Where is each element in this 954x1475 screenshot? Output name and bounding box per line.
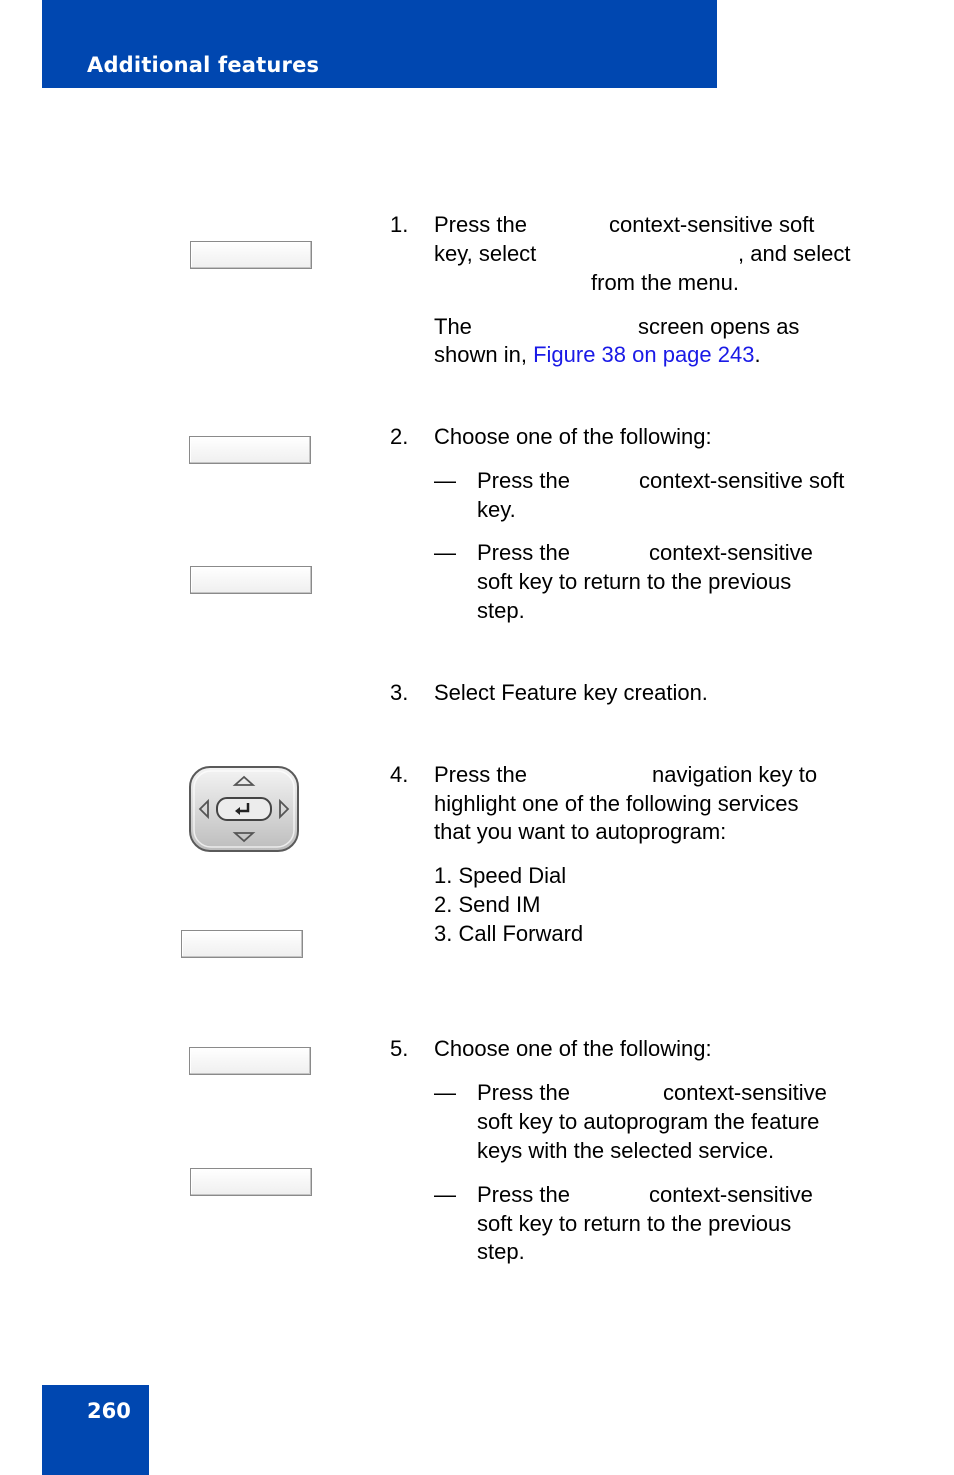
option-dash: — bbox=[434, 468, 456, 493]
option-dash: — bbox=[434, 1182, 456, 1207]
step-text: context-sensitive soft bbox=[609, 212, 815, 237]
step-text: Press the bbox=[434, 212, 527, 237]
option-dash: — bbox=[434, 540, 456, 565]
step-text: Choose one of the following: bbox=[434, 1036, 712, 1061]
option-text: key. bbox=[477, 497, 516, 522]
option-text: Press the bbox=[477, 540, 570, 565]
page-number-box bbox=[42, 1385, 149, 1475]
step-text: Press the bbox=[434, 762, 527, 787]
step-text: that you want to autoprogram: bbox=[434, 819, 727, 844]
note-period: . bbox=[754, 342, 761, 367]
softkey-icon bbox=[189, 436, 311, 464]
step-number: 4. bbox=[390, 762, 409, 787]
step-text: key, select bbox=[434, 241, 537, 266]
step-number: 2. bbox=[390, 424, 409, 449]
step-text: from the menu. bbox=[591, 270, 739, 295]
figure-link[interactable]: Figure 38 on page 243 bbox=[533, 342, 755, 367]
option-text: soft key to autoprogram the feature bbox=[477, 1109, 820, 1134]
note-text: screen opens as bbox=[638, 314, 800, 339]
option-text: Press the bbox=[477, 468, 570, 493]
step-text: Select Feature key creation. bbox=[434, 680, 708, 705]
option-text: soft key to return to the previous bbox=[477, 1211, 792, 1236]
step-number: 5. bbox=[390, 1036, 409, 1061]
note-text: The bbox=[434, 314, 472, 339]
option-text: Press the bbox=[477, 1182, 570, 1207]
option-text: context-sensitive soft bbox=[639, 468, 845, 493]
step-text: highlight one of the following services bbox=[434, 791, 799, 816]
option-text: context-sensitive bbox=[649, 540, 813, 565]
note-text: shown in, bbox=[434, 342, 527, 367]
softkey-icon bbox=[190, 1168, 312, 1196]
step-text: , and select bbox=[738, 241, 851, 266]
option-text: Press the bbox=[477, 1080, 570, 1105]
softkey-icon bbox=[190, 566, 312, 594]
option-text: keys with the selected service. bbox=[477, 1138, 775, 1163]
note-text bbox=[434, 340, 761, 369]
header-bar bbox=[42, 0, 717, 88]
option-text: context-sensitive bbox=[663, 1080, 827, 1105]
softkey-icon bbox=[189, 1047, 311, 1075]
navigation-cluster-icon bbox=[188, 765, 300, 853]
step-number: 1. bbox=[390, 212, 409, 237]
service-item: 1. Speed Dial bbox=[434, 863, 567, 888]
option-dash: — bbox=[434, 1080, 456, 1105]
step-number: 3. bbox=[390, 680, 409, 705]
section-title: Additional features bbox=[87, 53, 320, 77]
step-text: Choose one of the following: bbox=[434, 424, 712, 449]
option-text: soft key to return to the previous bbox=[477, 569, 792, 594]
step-text: navigation key to bbox=[652, 762, 818, 787]
option-text: step. bbox=[477, 1239, 525, 1264]
option-text: context-sensitive bbox=[649, 1182, 813, 1207]
service-item: 2. Send IM bbox=[434, 892, 541, 917]
softkey-icon bbox=[190, 241, 312, 269]
page-number: 260 bbox=[87, 1399, 131, 1423]
service-item: 3. Call Forward bbox=[434, 921, 584, 946]
option-text: step. bbox=[477, 598, 525, 623]
softkey-icon bbox=[181, 930, 303, 958]
